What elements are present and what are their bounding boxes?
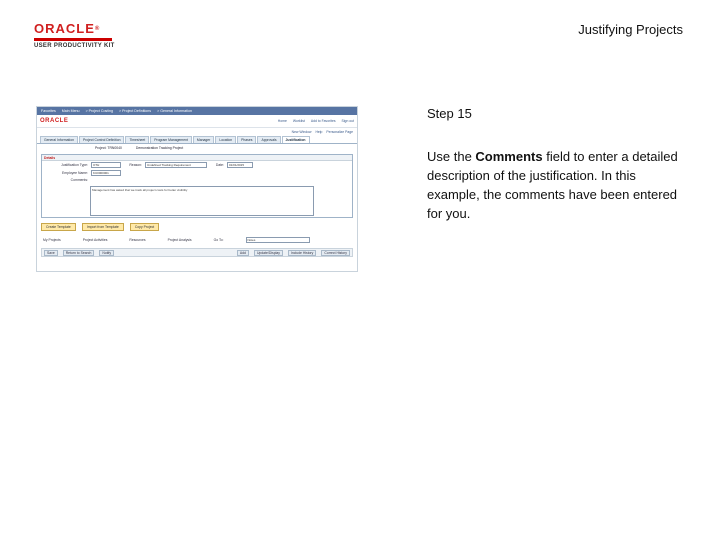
screenshot-brand: ORACLE	[40, 118, 69, 124]
nav-item: Favorites	[41, 109, 56, 113]
header-link: Sign out	[341, 119, 354, 123]
justification-row	[42, 161, 352, 169]
goto-label: Go To:	[213, 238, 224, 242]
personalize-link: New Window	[291, 130, 312, 134]
tab-program-management: Program Management	[150, 136, 192, 143]
screenshot-related-links	[37, 234, 357, 246]
return-to-search-button: Return to Search	[63, 250, 95, 256]
create-template-button: Create Template	[41, 223, 76, 231]
goto-select: Notes	[246, 237, 310, 243]
comments-label: Comments:	[70, 178, 88, 182]
details-panel-title: Details	[44, 155, 56, 160]
add-button: Add	[237, 250, 249, 256]
correct-history-button: Correct History	[321, 250, 350, 256]
description-emphasis: Comments	[475, 149, 543, 164]
project-description: Demonstration Tracking Project	[135, 146, 184, 150]
personalize-link: Personalize Page	[326, 130, 353, 134]
description-text: Use the	[427, 149, 476, 164]
date-field: 01/01/2015	[227, 162, 253, 168]
tab-location: Location	[215, 136, 236, 143]
step-label: Step 15	[427, 106, 472, 121]
tab-timesheet: Timesheet	[125, 136, 149, 143]
related-link: My Projects	[43, 238, 61, 242]
project-label: Project: TRN0040	[95, 146, 122, 150]
comments-field: Management has asked that we track all project costs for better visibility	[90, 186, 314, 216]
notify-button: Notify	[99, 250, 114, 256]
page-title: Justifying Projects	[578, 22, 683, 37]
related-link: Project Analysis	[167, 238, 192, 242]
employee-name-field: KU0000001	[91, 170, 121, 176]
save-button: Save	[44, 250, 58, 256]
header-link: Worklist	[292, 119, 305, 123]
description-text: field to enter a detailed description of the justification. In this example, the comments have been entered for you.	[427, 149, 678, 221]
tab-general-information: General Information	[40, 136, 78, 143]
screenshot-buttons	[37, 220, 357, 234]
screenshot-breadcrumb	[37, 107, 357, 115]
employee-name-label: Employee Name:	[61, 171, 88, 175]
screenshot-details-panel	[41, 154, 353, 218]
logo-subtitle: USER PRODUCTIVITY KIT	[34, 43, 115, 49]
comments-row	[42, 177, 352, 183]
nav-item: Main Menu	[61, 109, 80, 113]
reason-label: Reason:	[129, 163, 142, 167]
import-template-button: Import from Template	[82, 223, 124, 231]
tab-project-control: Project Control Definition	[79, 136, 125, 143]
date-label: Date:	[215, 163, 224, 167]
header-link: Home	[277, 119, 287, 123]
screenshot-header	[37, 115, 357, 128]
related-link: Project Activities	[82, 238, 108, 242]
application-screenshot	[36, 106, 358, 272]
update-display-button: Update/Display	[254, 250, 283, 256]
tab-approvals: Approvals	[257, 136, 280, 143]
include-history-button: Include History	[288, 250, 316, 256]
screenshot-action-bar	[41, 248, 353, 257]
screenshot-personalize-links	[37, 128, 357, 136]
header-link: Add to Favorites	[310, 119, 336, 123]
nav-item: > Project Costing	[85, 109, 114, 113]
personalize-link: Help	[315, 130, 323, 134]
tab-manager: Manager	[193, 136, 214, 143]
screenshot-project-line	[37, 144, 357, 152]
justification-type-field: OTH	[91, 162, 121, 168]
oracle-upk-logo	[34, 22, 154, 49]
nav-item: > Project Definitions	[119, 109, 152, 113]
step-description	[427, 147, 689, 223]
reason-field: Undefined Tracking Requirement	[145, 162, 207, 168]
nav-item: > General Information	[157, 109, 192, 113]
justification-type-label: Justification Type:	[61, 163, 88, 167]
tab-justification: Justification	[282, 136, 310, 143]
logo-brand: ORACLE®	[34, 21, 101, 36]
screenshot-tabs	[37, 136, 357, 144]
logo-underline	[34, 38, 112, 41]
tab-phases: Phases	[237, 136, 256, 143]
employee-row	[42, 169, 352, 177]
screenshot-header-links	[278, 119, 354, 123]
related-link: Resources	[129, 238, 146, 242]
copy-project-button: Copy Project	[130, 223, 159, 231]
